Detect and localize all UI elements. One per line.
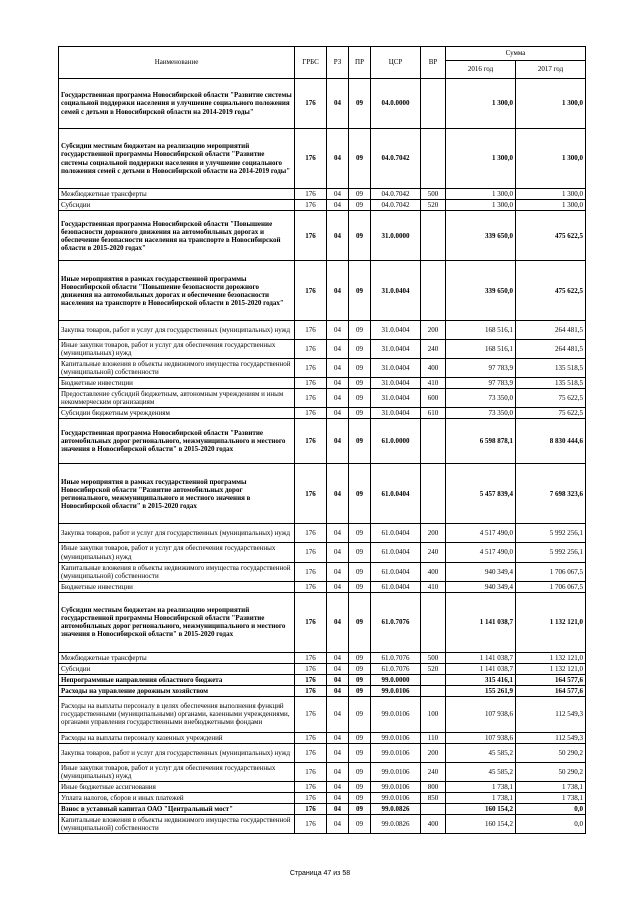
row-vr: 400 [421, 562, 446, 581]
table-row [59, 696, 586, 732]
row-vr: 500 [421, 652, 446, 663]
row-pr: 09 [349, 804, 371, 815]
row-vr: 100 [421, 696, 446, 732]
row-csr: 31.0.0404 [371, 408, 421, 419]
row-sum-2017: 7 698 323,6 [516, 464, 586, 524]
row-grbs: 176 [295, 663, 327, 674]
row-name: Расходы на управление дорожным хозяйством [59, 685, 295, 696]
row-vr: 200 [421, 321, 446, 340]
row-csr: 61.0.7076 [371, 652, 421, 663]
row-rz: 04 [327, 261, 349, 321]
row-sum-2016: 97 783,9 [446, 378, 516, 389]
row-sum-2017: 164 577,6 [516, 674, 586, 685]
col-header-vr: ВР [421, 47, 446, 79]
row-rz: 04 [327, 464, 349, 524]
col-header-sum: Сумма [446, 47, 586, 61]
row-grbs: 176 [295, 189, 327, 200]
row-sum-2016: 1 300,0 [446, 79, 516, 129]
row-sum-2017: 50 290,2 [516, 762, 586, 781]
row-grbs: 176 [295, 793, 327, 804]
row-grbs: 176 [295, 685, 327, 696]
row-csr: 61.0.0404 [371, 464, 421, 524]
row-grbs: 176 [295, 743, 327, 762]
row-name: Иные бюджетные ассигнования [59, 782, 295, 793]
row-csr: 31.0.0404 [371, 378, 421, 389]
row-grbs: 176 [295, 261, 327, 321]
row-sum-2016: 5 457 839,4 [446, 464, 516, 524]
row-rz: 04 [327, 581, 349, 592]
col-header-name: Наименование [59, 47, 295, 79]
row-csr: 61.0.0404 [371, 524, 421, 543]
row-sum-2017: 112 549,3 [516, 732, 586, 743]
row-sum-2016: 1 300,0 [446, 200, 516, 211]
row-csr: 31.0.0404 [371, 321, 421, 340]
row-rz: 04 [327, 685, 349, 696]
row-grbs: 176 [295, 211, 327, 261]
row-grbs: 176 [295, 200, 327, 211]
row-name: Уплата налогов, сборов и иных платежей [59, 793, 295, 804]
row-vr: 600 [421, 389, 446, 408]
row-sum-2016: 160 154,2 [446, 815, 516, 834]
row-rz: 04 [327, 743, 349, 762]
row-csr: 99.0.0000 [371, 674, 421, 685]
row-vr: 520 [421, 663, 446, 674]
row-pr: 09 [349, 389, 371, 408]
row-sum-2016: 107 938,6 [446, 732, 516, 743]
row-vr: 200 [421, 743, 446, 762]
table-row [59, 419, 586, 464]
row-name: Субсидии местным бюджетам на реализацию мероприятий государственной программы Новосибирской области "Развитие системы социальной поддержки населения и улучшение социального положения семей с детьми в Новосибирской области на 2014-2019 годы" [59, 129, 295, 189]
row-vr [421, 685, 446, 696]
table-row [59, 321, 586, 340]
row-sum-2016: 339 650,0 [446, 211, 516, 261]
table-row [59, 261, 586, 321]
row-rz: 04 [327, 419, 349, 464]
row-pr: 09 [349, 815, 371, 834]
row-sum-2016: 339 650,0 [446, 261, 516, 321]
row-name: Межбюджетные трансферты [59, 189, 295, 200]
table-row [59, 408, 586, 419]
row-sum-2016: 168 516,1 [446, 340, 516, 359]
row-sum-2017: 8 830 444,6 [516, 419, 586, 464]
row-sum-2017: 1 132 121,0 [516, 652, 586, 663]
row-pr: 09 [349, 200, 371, 211]
row-sum-2016: 940 349,4 [446, 562, 516, 581]
row-sum-2017: 5 992 256,1 [516, 543, 586, 562]
row-rz: 04 [327, 129, 349, 189]
table-row [59, 79, 586, 129]
row-grbs: 176 [295, 592, 327, 652]
row-csr: 99.0.0826 [371, 815, 421, 834]
row-sum-2017: 5 992 256,1 [516, 524, 586, 543]
table-row [59, 211, 586, 261]
row-pr: 09 [349, 129, 371, 189]
row-sum-2017: 264 481,5 [516, 321, 586, 340]
col-header-pr: ПР [349, 47, 371, 79]
row-sum-2016: 1 141 038,7 [446, 592, 516, 652]
row-sum-2017: 50 290,2 [516, 743, 586, 762]
row-grbs: 176 [295, 419, 327, 464]
col-header-csr: ЦСР [371, 47, 421, 79]
row-pr: 09 [349, 211, 371, 261]
row-pr: 09 [349, 743, 371, 762]
row-sum-2017: 264 481,5 [516, 340, 586, 359]
col-header-rz: РЗ [327, 47, 349, 79]
row-csr: 04.0.7042 [371, 129, 421, 189]
row-grbs: 176 [295, 674, 327, 685]
row-name: Бюджетные инвестиции [59, 378, 295, 389]
table-row [59, 543, 586, 562]
row-csr: 31.0.0404 [371, 261, 421, 321]
row-grbs: 176 [295, 652, 327, 663]
row-vr [421, 592, 446, 652]
row-name: Иные закупки товаров, работ и услуг для обеспечения государственных (муниципальных) нужд [59, 543, 295, 562]
row-sum-2016: 73 350,0 [446, 408, 516, 419]
table-row [59, 189, 586, 200]
row-vr: 410 [421, 378, 446, 389]
budget-table-container [58, 46, 585, 834]
row-grbs: 176 [295, 696, 327, 732]
row-rz: 04 [327, 804, 349, 815]
col-header-grbs: ГРБС [295, 47, 327, 79]
row-grbs: 176 [295, 129, 327, 189]
row-name: Субсидии местным бюджетам на реализацию мероприятий государственной программы Новосибирской области "Развитие автомобильных дорог регионального, межмуниципального и местного значения в Новосибирской области" в 2015-2020 годах [59, 592, 295, 652]
row-rz: 04 [327, 211, 349, 261]
row-csr: 61.0.0000 [371, 419, 421, 464]
table-row [59, 562, 586, 581]
row-vr [421, 674, 446, 685]
table-row [59, 581, 586, 592]
row-rz: 04 [327, 674, 349, 685]
row-vr: 240 [421, 543, 446, 562]
row-pr: 09 [349, 732, 371, 743]
page-number: Страница 47 из 58 [289, 870, 351, 877]
row-vr: 110 [421, 732, 446, 743]
table-body [59, 79, 586, 834]
row-rz: 04 [327, 340, 349, 359]
row-vr [421, 804, 446, 815]
row-csr: 99.0.0826 [371, 804, 421, 815]
row-vr [421, 79, 446, 129]
row-csr: 04.0.7042 [371, 200, 421, 211]
row-pr: 09 [349, 408, 371, 419]
row-pr: 09 [349, 652, 371, 663]
row-sum-2016: 1 300,0 [446, 189, 516, 200]
row-name: Взнос в уставный капитал ОАО "Центральный мост" [59, 804, 295, 815]
row-vr [421, 464, 446, 524]
table-row [59, 782, 586, 793]
row-rz: 04 [327, 543, 349, 562]
table-row [59, 378, 586, 389]
row-pr: 09 [349, 696, 371, 732]
row-sum-2017: 1 300,0 [516, 79, 586, 129]
row-vr [421, 129, 446, 189]
row-rz: 04 [327, 732, 349, 743]
row-vr: 400 [421, 359, 446, 378]
row-vr: 410 [421, 581, 446, 592]
row-grbs: 176 [295, 464, 327, 524]
row-sum-2016: 315 416,1 [446, 674, 516, 685]
row-pr: 09 [349, 562, 371, 581]
row-grbs: 176 [295, 732, 327, 743]
row-name: Закупка товаров, работ и услуг для государственных (муниципальных) нужд [59, 321, 295, 340]
row-sum-2016: 73 350,0 [446, 389, 516, 408]
row-rz: 04 [327, 592, 349, 652]
row-sum-2017: 135 518,5 [516, 359, 586, 378]
row-sum-2016: 940 349,4 [446, 581, 516, 592]
row-rz: 04 [327, 762, 349, 781]
row-csr: 99.0.0106 [371, 793, 421, 804]
row-csr: 99.0.0106 [371, 685, 421, 696]
row-name: Государственная программа Новосибирской области "Развитие системы социальной поддержки населения и улучшение социального положения семей с детьми в Новосибирской области на 2014-2019 годы" [59, 79, 295, 129]
row-rz: 04 [327, 524, 349, 543]
col-header-2016: 2016 год [446, 61, 516, 79]
row-csr: 31.0.0404 [371, 340, 421, 359]
row-rz: 04 [327, 562, 349, 581]
row-pr: 09 [349, 340, 371, 359]
row-rz: 04 [327, 815, 349, 834]
row-sum-2016: 1 141 038,7 [446, 652, 516, 663]
row-vr [421, 419, 446, 464]
row-rz: 04 [327, 200, 349, 211]
table-row [59, 129, 586, 189]
row-sum-2016: 45 585,2 [446, 743, 516, 762]
row-vr: 800 [421, 782, 446, 793]
row-csr: 04.0.0000 [371, 79, 421, 129]
row-grbs: 176 [295, 524, 327, 543]
row-sum-2016: 4 517 490,0 [446, 543, 516, 562]
table-header-row [59, 47, 586, 61]
row-vr: 400 [421, 815, 446, 834]
row-sum-2017: 1 706 067,5 [516, 562, 586, 581]
row-pr: 09 [349, 464, 371, 524]
row-sum-2017: 1 132 121,0 [516, 592, 586, 652]
row-sum-2017: 0,0 [516, 804, 586, 815]
row-pr: 09 [349, 581, 371, 592]
row-sum-2017: 1 738,1 [516, 793, 586, 804]
row-name: Государственная программа Новосибирской области "Развитие автомобильных дорог регионального, межмуниципального и местного значения в Новосибирской области" в 2015-2020 годах [59, 419, 295, 464]
row-sum-2016: 107 938,6 [446, 696, 516, 732]
row-sum-2017: 164 577,6 [516, 685, 586, 696]
row-name: Иные мероприятия в рамках государственной программы Новосибирской области "Повышение безопасности дорожного движения на автомобильных дорогах и обеспечение безопасности населения на транспорте в Новосибирской области в 2015-2020 годах" [59, 261, 295, 321]
row-grbs: 176 [295, 359, 327, 378]
row-sum-2017: 1 706 067,5 [516, 581, 586, 592]
row-rz: 04 [327, 79, 349, 129]
table-row [59, 762, 586, 781]
row-name: Субсидии [59, 200, 295, 211]
row-rz: 04 [327, 663, 349, 674]
row-name: Капитальные вложения в объекты недвижимого имущества государственной (муниципальной) собственности [59, 359, 295, 378]
row-sum-2016: 4 517 490,0 [446, 524, 516, 543]
row-sum-2016: 160 154,2 [446, 804, 516, 815]
table-row [59, 815, 586, 834]
row-pr: 09 [349, 674, 371, 685]
row-pr: 09 [349, 524, 371, 543]
table-row [59, 732, 586, 743]
row-sum-2016: 168 516,1 [446, 321, 516, 340]
row-name: Межбюджетные трансферты [59, 652, 295, 663]
row-sum-2017: 475 622,5 [516, 261, 586, 321]
row-csr: 99.0.0106 [371, 762, 421, 781]
table-row [59, 663, 586, 674]
row-name: Субсидии бюджетным учреждениям [59, 408, 295, 419]
row-name: Иные закупки товаров, работ и услуг для обеспечения государственных (муниципальных) нужд [59, 762, 295, 781]
row-sum-2017: 0,0 [516, 815, 586, 834]
row-name: Расходы на выплаты персоналу казенных учреждений [59, 732, 295, 743]
row-sum-2016: 1 141 038,7 [446, 663, 516, 674]
table-row [59, 652, 586, 663]
row-csr: 61.0.0404 [371, 581, 421, 592]
row-csr: 31.0.0000 [371, 211, 421, 261]
row-rz: 04 [327, 696, 349, 732]
row-sum-2017: 475 622,5 [516, 211, 586, 261]
row-pr: 09 [349, 592, 371, 652]
table-row [59, 743, 586, 762]
row-name: Иные мероприятия в рамках государственной программы Новосибирской области "Развитие автомобильных дорог регионального, межмуниципального и местного значения в Новосибирской области" в 2015-2020 годах [59, 464, 295, 524]
budget-table [58, 46, 586, 834]
row-pr: 09 [349, 762, 371, 781]
row-sum-2016: 1 300,0 [446, 129, 516, 189]
row-csr: 31.0.0404 [371, 389, 421, 408]
row-vr [421, 261, 446, 321]
row-sum-2017: 75 622,5 [516, 389, 586, 408]
row-sum-2017: 112 549,3 [516, 696, 586, 732]
row-csr: 99.0.0106 [371, 732, 421, 743]
row-csr: 04.0.7042 [371, 189, 421, 200]
row-grbs: 176 [295, 762, 327, 781]
row-sum-2017: 1 300,0 [516, 189, 586, 200]
row-sum-2016: 1 738,1 [446, 793, 516, 804]
row-pr: 09 [349, 793, 371, 804]
row-rz: 04 [327, 389, 349, 408]
row-pr: 09 [349, 663, 371, 674]
row-rz: 04 [327, 189, 349, 200]
row-name: Субсидии [59, 663, 295, 674]
row-grbs: 176 [295, 815, 327, 834]
row-sum-2016: 1 738,1 [446, 782, 516, 793]
row-csr: 61.0.7076 [371, 663, 421, 674]
table-row [59, 524, 586, 543]
row-pr: 09 [349, 321, 371, 340]
row-name: Расходы на выплаты персоналу в целях обеспечения выполнения функций государственными (муниципальными) органами, казенными учреждениями, органами управления государственными внебюджетными фондами [59, 696, 295, 732]
row-name: Капитальные вложения в объекты недвижимого имущества государственной (муниципальной) собственности [59, 815, 295, 834]
row-csr: 99.0.0106 [371, 743, 421, 762]
row-pr: 09 [349, 419, 371, 464]
row-csr: 61.0.0404 [371, 562, 421, 581]
row-grbs: 176 [295, 389, 327, 408]
row-grbs: 176 [295, 562, 327, 581]
row-pr: 09 [349, 782, 371, 793]
row-pr: 09 [349, 79, 371, 129]
row-grbs: 176 [295, 581, 327, 592]
row-sum-2016: 97 783,9 [446, 359, 516, 378]
row-vr: 240 [421, 340, 446, 359]
table-row [59, 592, 586, 652]
row-name: Закупка товаров, работ и услуг для государственных (муниципальных) нужд [59, 524, 295, 543]
row-name: Иные закупки товаров, работ и услуг для обеспечения государственных (муниципальных) нужд [59, 340, 295, 359]
row-rz: 04 [327, 782, 349, 793]
row-pr: 09 [349, 378, 371, 389]
row-grbs: 176 [295, 782, 327, 793]
table-row [59, 674, 586, 685]
row-grbs: 176 [295, 378, 327, 389]
row-vr: 520 [421, 200, 446, 211]
row-rz: 04 [327, 408, 349, 419]
row-csr: 31.0.0404 [371, 359, 421, 378]
row-grbs: 176 [295, 408, 327, 419]
row-sum-2017: 1 738,1 [516, 782, 586, 793]
row-csr: 99.0.0106 [371, 696, 421, 732]
row-sum-2016: 155 261,9 [446, 685, 516, 696]
row-vr: 610 [421, 408, 446, 419]
row-vr: 240 [421, 762, 446, 781]
row-name: Предоставление субсидий бюджетным, автономным учреждениям и иным некоммерческим организациям [59, 389, 295, 408]
row-name: Непрограммные направления областного бюджета [59, 674, 295, 685]
table-row [59, 804, 586, 815]
row-pr: 09 [349, 543, 371, 562]
row-vr [421, 211, 446, 261]
row-grbs: 176 [295, 340, 327, 359]
table-row [59, 793, 586, 804]
row-csr: 61.0.7076 [371, 592, 421, 652]
row-vr: 500 [421, 189, 446, 200]
row-grbs: 176 [295, 543, 327, 562]
table-row [59, 389, 586, 408]
row-sum-2017: 1 300,0 [516, 129, 586, 189]
table-row [59, 340, 586, 359]
row-grbs: 176 [295, 79, 327, 129]
row-name: Закупка товаров, работ и услуг для государственных (муниципальных) нужд [59, 743, 295, 762]
row-name: Капитальные вложения в объекты недвижимого имущества государственной (муниципальной) собственности [59, 562, 295, 581]
row-pr: 09 [349, 359, 371, 378]
row-name: Бюджетные инвестиции [59, 581, 295, 592]
row-sum-2017: 75 622,5 [516, 408, 586, 419]
row-rz: 04 [327, 378, 349, 389]
table-row [59, 200, 586, 211]
row-grbs: 176 [295, 804, 327, 815]
row-sum-2017: 1 300,0 [516, 200, 586, 211]
row-csr: 61.0.0404 [371, 543, 421, 562]
row-rz: 04 [327, 321, 349, 340]
table-row [59, 685, 586, 696]
col-header-2017: 2017 год [516, 61, 586, 79]
row-pr: 09 [349, 189, 371, 200]
row-pr: 09 [349, 261, 371, 321]
table-row [59, 464, 586, 524]
row-rz: 04 [327, 652, 349, 663]
row-name: Государственная программа Новосибирской области "Повышение безопасности дорожного движения на автомобильных дорогах и обеспечение безопасности населения на транспорте в Новосибирской области в 2015-2020 годах" [59, 211, 295, 261]
row-sum-2017: 1 132 121,0 [516, 663, 586, 674]
row-vr: 200 [421, 524, 446, 543]
row-pr: 09 [349, 685, 371, 696]
row-rz: 04 [327, 359, 349, 378]
row-grbs: 176 [295, 321, 327, 340]
row-rz: 04 [327, 793, 349, 804]
table-row [59, 359, 586, 378]
row-sum-2016: 45 585,2 [446, 762, 516, 781]
row-csr: 99.0.0106 [371, 782, 421, 793]
row-vr: 850 [421, 793, 446, 804]
row-sum-2016: 6 598 878,1 [446, 419, 516, 464]
row-sum-2017: 135 518,5 [516, 378, 586, 389]
